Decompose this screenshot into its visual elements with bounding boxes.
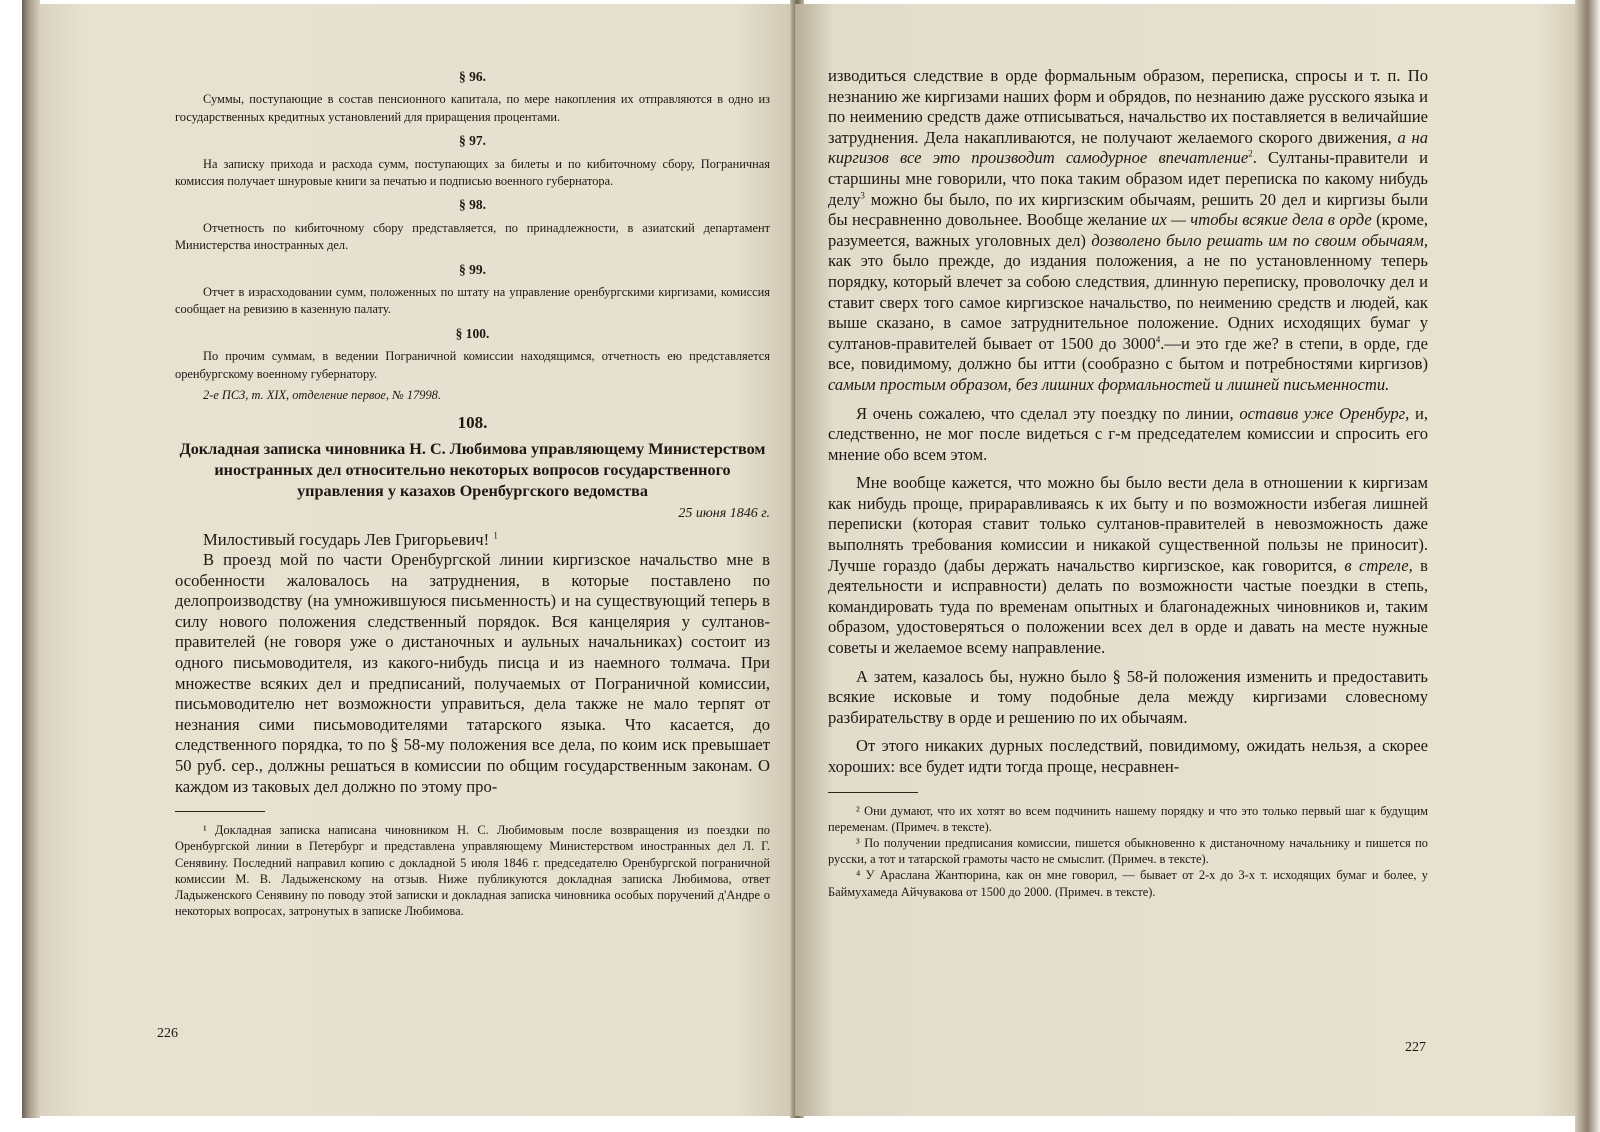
section-heading: § 97.: [459, 133, 486, 149]
italic-run: оставив уже Оренбург,: [1239, 403, 1410, 423]
text-run: как это было прежде, до издания положения, а не по установленному теперь порядку, который влечет за собою следствия, длинную переписку, проволочку дел и ставит сверх того самое киргизское начальство, по неимению средств и людей, как выше сказано, в самое затруднительное положение. Одних исходящих бумаг у султанов-правителей бывает от 1500 до 3000: [828, 251, 1428, 353]
section-heading: § 100.: [455, 325, 490, 341]
body-paragraph-3: [828, 473, 1428, 658]
italic-run: их — чтобы всякие дела в орде: [1151, 210, 1372, 230]
body-paragraph-5: От этого никаких дурных последствий, повидимому, ожидать нельзя, а скорее хороших: все будет идти тогда проще, несравнен-: [828, 736, 1428, 776]
book-edge-right: [1575, 0, 1600, 1132]
italic-run: а на киргизов все это производит самодурное впечатление: [828, 127, 1428, 168]
section-text: Отчетность по кибиточному сбору представляется, по принадлежности, в азиатский департамент Министерства иностранных дел.: [175, 220, 770, 253]
text-run: в деятельности и исправности) делать по возможности частые поездки в степь, командировать туда по временам опытных и благонадежных чиновников и, таким образом, удостоверяться о положении всех дел в орде и давать на месте нужные советы и желаемое всему направление.: [828, 555, 1428, 658]
right-text-column: [828, 66, 1428, 900]
source-reference: 2-е ПСЗ, т. XIX, отделение первое, № 17998.: [203, 388, 441, 403]
footnote-mark: 3: [860, 190, 865, 201]
footnote-rule: [175, 811, 265, 812]
footnote-1: ¹ Докладная записка написана чиновником Н. С. Любимовым после возвращения из поездки по Оренбургской линии в Петербург и представлена управляющему Министерством иностранных дел Л. Г. Сенявину. Последний направил копию с докладной 5 июля 1846 г. председателю Оренбургской пограничной комиссии М. В. Ладыженскому на отзыв. Ниже публикуются докладная записка Любимова, ответ Ладыженского Сенявину по поводу этой записки и докладная записка чиновника особых поручений д'Андре о некоторых вопросах, затронутых в записке Любимова.: [175, 823, 770, 919]
text-run: .—и это где же? в степи, в орде, где все, повидимому, должно бы итти (сообразно с бытом и потребностями киргизов): [828, 333, 1428, 374]
section-heading: § 96.: [459, 69, 486, 84]
section-98: [175, 196, 770, 254]
footnote-2: ² Они думают, что их хотят во всем подчинить нашему порядку и что это только первый шаг к будущим переменам. (Примеч. в тексте).: [828, 803, 1428, 834]
section-text: На записку прихода и расхода сумм, поступающих за билеты и по кибиточному сбору, Пограничная комиссия получает шнуровые книги за печатью и подписью военного губернатора.: [175, 156, 770, 189]
section-99: [175, 261, 770, 319]
text-run: Мне вообще кажется, что можно бы было вести дела в отношении к киргизам как нибудь проще, прираравливаясь к их быту и по возможности избегая лишней переписки (которая ставит только султанов-правителей в невозможность даже выполнять требования комиссии и никакой существенной пользы не приносит). Лучше гораздо (дабы держать начальство киргизское, как говорится,: [828, 473, 1428, 575]
section-text: Отчет в израсходовании сумм, положенных по штату на управление оренбургскими киргизами, комиссия сообщает на ревизию в казенную палату.: [175, 285, 770, 317]
page-number: 227: [1405, 1040, 1426, 1055]
footnote-mark: 4: [1155, 334, 1161, 345]
section-text: По прочим суммам, в ведении Пограничной комиссии находящимся, отчетность ею представляется оренбургскому военному губернатору.: [175, 349, 770, 381]
text-run: . Султаны-правители и старшины мне говорили, что пока таким образом идет переписка по какому нибудь делу: [828, 148, 1428, 209]
footnote-mark: 2: [1248, 148, 1253, 159]
document-date: 25 июня 1846 г.: [678, 505, 770, 521]
text-run: (кроме, разумеется, важных уголовных дел): [828, 210, 1428, 250]
text-run: Я очень сожалею, что сделал эту поездку по линии,: [856, 403, 1240, 423]
text-run: изводиться следствие в орде формальным образом, переписка, спросы и т. п. По незнанию же киргизами наших форм и обрядов, по незнанию даже русского языка и по неимению средств даже отписываться, начальство их поставляется в величайшие затруднения. Дела накапливаются, не получают желаемого скорого движения,: [828, 66, 1428, 147]
salutation-text: Милостивый государь Лев Григорьевич!: [203, 529, 490, 549]
italic-run: дозволено было решать им по своим обычаям,: [1091, 230, 1428, 250]
salutation: [175, 530, 770, 551]
page-number: 226: [157, 1026, 178, 1041]
section-text: Суммы, поступающие в состав пенсионного капитала, по мере накопления их отправляются в одно из государственных кредитных установлений для приращения процентами.: [175, 92, 770, 124]
document-title: Докладная записка чиновника Н. С. Любимова управляющему Министерством иностранных дел относительно некоторых вопросов государственного управления у казахов Оренбургского ведомства: [179, 439, 766, 500]
section-heading: § 98.: [459, 197, 486, 213]
body-paragraph-1: [828, 66, 1428, 396]
section-96: [175, 68, 770, 126]
footnote-mark: 1: [493, 529, 498, 540]
book-spine-left: [22, 0, 40, 1118]
right-page: [795, 4, 1575, 1116]
left-page: [40, 4, 795, 1116]
section-97: [175, 132, 770, 190]
italic-run: самым простым образом, без лишних формальностей и лишней письменности.: [828, 374, 1390, 394]
body-paragraph-2: [828, 404, 1428, 466]
section-heading: § 99.: [459, 261, 486, 277]
left-text-column: [175, 62, 770, 919]
footnote-3: ³ По получении предписания комиссии, пишется обыкновенно к дистаночному начальнику и пишется по русски, а тот и татарской грамоты часто не смыслит. (Примеч. в тексте).: [828, 836, 1428, 867]
body-paragraph-4: А затем, казалось бы, нужно было § 58-й положения изменить и предоставить всякие исковые и тому подобные дела между киргизами словесному разбирательству в орде и решению по их обычаям.: [828, 666, 1428, 727]
text-run: и, следственно, не мог после видеться с г-м председателем комиссии и спросить его мнение обо всем этом.: [828, 403, 1428, 464]
text-run: можно бы было, по их киргизским обычаям, решить 20 дел и киргизы были бы несравненно довольнее. Вообще желание: [828, 189, 1428, 230]
document-number: 108.: [457, 412, 488, 432]
footnote-4: ⁴ У Араслана Жантюрина, как он мне говорил, — бывает от 2-х до 3-х т. исходящих бумаг и более, у Баймухамеда Айчувакова от 1500 до 2000. (Примеч. в тексте).: [828, 868, 1428, 899]
body-paragraph: В проезд мой по части Оренбургской линии киргизское начальство мне в особенности жаловалось на затруднения, в которые поставлено по делопроизводству (на умножившуюся письменность) и на существующий теперь в силу нового положения следственный порядок. Вся канцелярия у султанов-правителей (не говоря уже о дистаночных и аульных начальниках) состоит из одного письмоводителя, из какого-нибудь писца и из наемного толмача. При множестве всяких дел и предписаний, получаемых от Пограничной комиссии, письмоводителю нет возможности управиться, дела также не мало терпят от незнания сими письмоводителями татарского языка. Что касается, до следственного порядка, то по § 58-му положения все дела, по коим иск превышает 50 руб. сер., должны решаться в комиссии по общим государственным законам. О каждом из таковых дел должно по этому про-: [175, 550, 770, 796]
italic-run: в стреле,: [1344, 555, 1413, 575]
footnote-rule: [828, 792, 918, 793]
section-100: [175, 325, 770, 405]
